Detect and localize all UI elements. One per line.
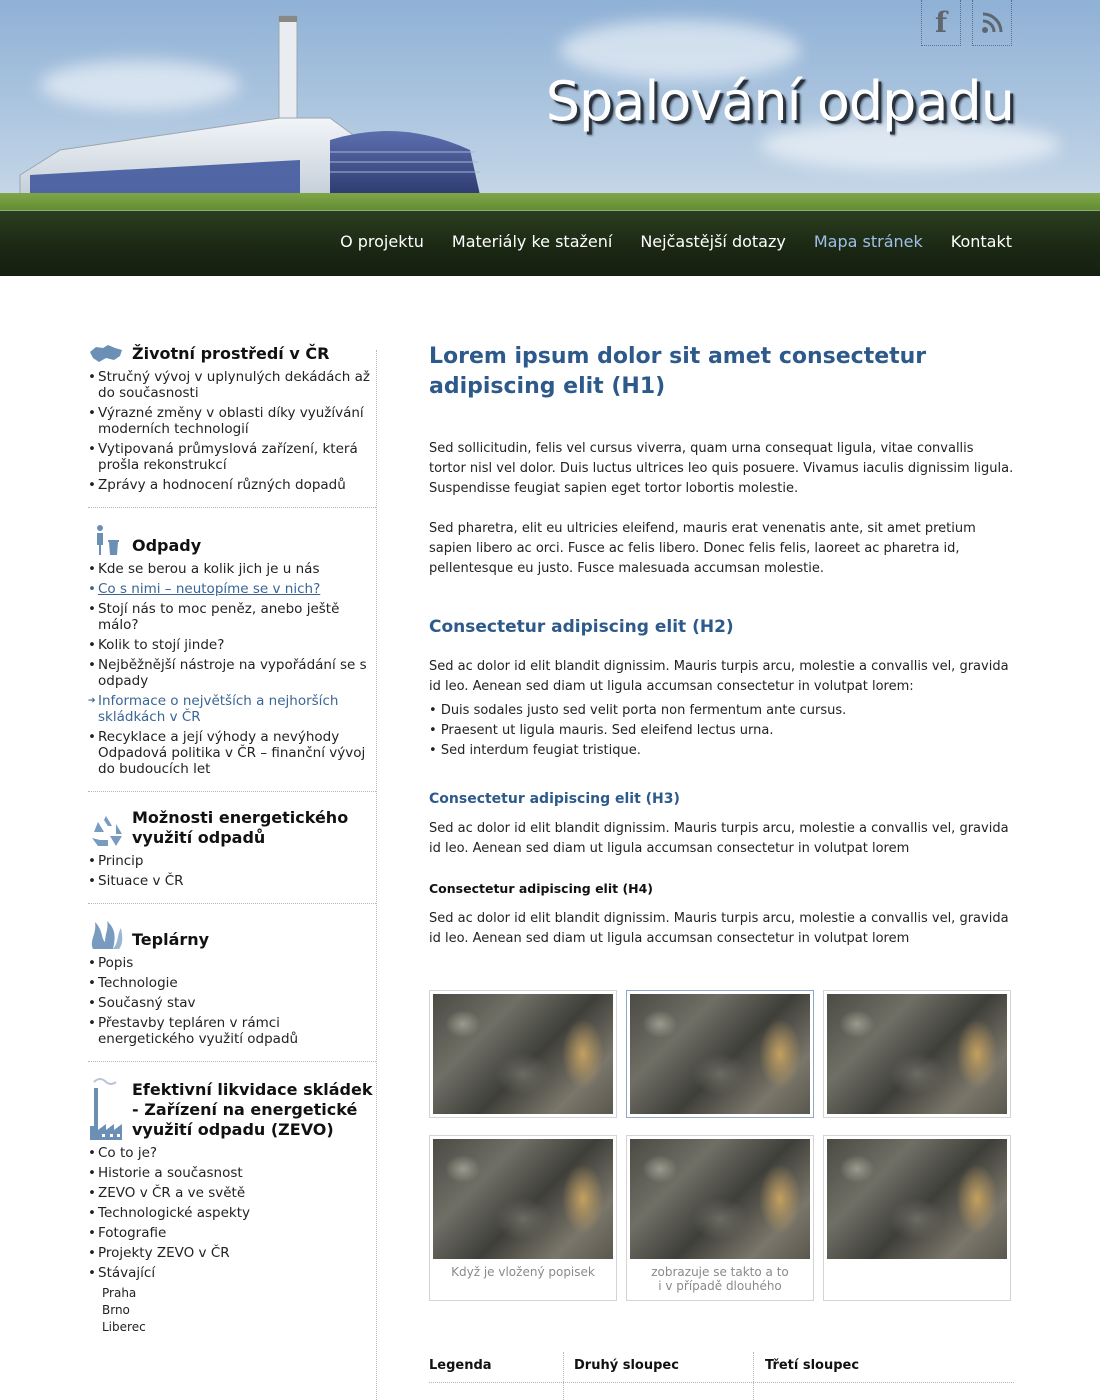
sidebar-list [88,369,376,493]
sidebar-section-title[interactable]: Možnosti energetického využití odpadů [132,808,349,847]
sidebar-section-title[interactable]: Teplárny [132,930,210,949]
sidebar-section-header[interactable] [88,1078,376,1140]
aerial-photo [630,1139,810,1259]
paragraph: Sed sollicitudin, felis vel cursus viverra, quam urna consequat ligula, vitae convallis tortor nisl vel dolor. Duis luctus ultrices leo quis posuere. Vivamus iaculis dignissim ligula. Suspendisse feugiat sapien eget tortor lobortis molestie. [429,441,1014,496]
aerial-photo [827,994,1007,1114]
paragraph: Sed pharetra, elit eu ultricies eleifend, mauris erat venenatis ante, sit amet pretium sapien libero ac orci. Fusce ac felis libero. Donec felis felis, laoreet ac pharetra id, pellentesque eu justo. Fusce malesuada accumsan molestie. [429,521,976,576]
sidebar-link[interactable]: • Fotografie [88,1225,376,1241]
table-rule [429,1382,1014,1383]
sidebar-list [88,1145,376,1335]
list-item: • Duis sodales justo sed velit porta non fermentum ante cursus. [429,701,1014,721]
sidebar-list [88,955,376,1047]
sidebar-link[interactable]: • Stávající [88,1265,376,1281]
aerial-photo [827,1139,1007,1259]
sidebar-link[interactable]: • Stojí nás to moc peněz, anebo ještě málo? [88,601,376,633]
sidebar-section-header[interactable] [88,920,376,950]
recycle-icon [88,814,124,848]
nav-kontakt[interactable]: Kontakt [950,232,1012,251]
paragraph: Sed ac dolor id elit blandit dignissim. Mauris turpis arcu, molestie a convallis vel, gravida id leo. Aenean sed diam ut ligula accumsan consectetur in volutpat lorem [429,821,1009,856]
sidebar-link[interactable]: Brno [102,1303,130,1317]
sidebar-link[interactable]: • Recyklace a její výhody a nevýhody Odpadová politika v ČR – finanční vývoj do budoucích let [88,729,376,777]
sidebar-section [88,524,376,792]
column-divider [753,1352,754,1400]
factory-icon [88,1078,124,1140]
heading-h2: Consectetur adipiscing elit (H2) [429,617,734,637]
sidebar-link[interactable]: • ZEVO v ČR a ve světě [88,1185,376,1201]
heading-h1: Lorem ipsum dolor sit amet consectetur adipiscing elit (H1) [429,344,927,399]
table-header-druhy: Druhý sloupec [574,1358,679,1373]
gallery-caption: zobrazuje se takto a to i v případě dlouhého [651,1265,789,1293]
paragraph: Sed ac dolor id elit blandit dignissim. Mauris turpis arcu, molestie a convallis vel, gravida id leo. Aenean sed diam ut ligula accumsan consectetur in volutpat lorem: [429,659,1009,694]
gallery-thumb[interactable] [823,990,1011,1118]
sidebar-link[interactable]: • Kolik to stojí jinde? [88,637,376,653]
nav-materialy[interactable]: Materiály ke stažení [451,232,613,251]
gallery-thumb[interactable] [823,1135,1011,1301]
sidebar-divider [376,350,377,1400]
nav-dotazy[interactable]: Nejčastější dotazy [640,232,786,251]
sidebar-link[interactable]: • Projekty ZEVO v ČR [88,1245,376,1261]
flame-icon [88,920,124,950]
sidebar [88,344,376,1362]
sidebar-link[interactable]: • Popis [88,955,376,971]
main-nav [340,232,1012,251]
sidebar-section-header[interactable] [88,808,376,848]
sidebar-link[interactable]: • Technologie [88,975,376,991]
sidebar-list [88,853,376,889]
gallery-thumb-selected[interactable] [626,990,814,1118]
sidebar-link[interactable]: • Výrazné změny v oblasti díky využívání moderních technologií [88,405,376,437]
list-item: • Sed interdum feugiat tristique. [429,741,1014,761]
heading-h3: Consectetur adipiscing elit (H3) [429,791,680,807]
sidebar-link[interactable]: Praha [102,1286,137,1300]
sidebar-section [88,344,376,508]
heading-h4: Consectetur adipiscing elit (H4) [429,881,654,896]
site-title: Spalování odpadu [545,70,1014,133]
sidebar-section-title[interactable]: Efektivní likvidace skládek - Zařízení na energetické využití odpadu (ZEVO) [132,1080,373,1139]
bullet-list [429,701,1014,761]
rss-glyph [981,12,1003,34]
facebook-icon[interactable]: f [921,0,961,46]
sidebar-link[interactable]: • Přestavby tepláren v rámci energetického využití odpadů [88,1015,376,1047]
nav-o-projektu[interactable]: O projektu [340,232,424,251]
main-content [429,342,1014,969]
aerial-photo [433,994,613,1114]
sidebar-link[interactable]: • Situace v ČR [88,873,376,889]
sidebar-link[interactable]: • Technologické aspekty [88,1205,376,1221]
incinerator-building-illustration [0,0,500,200]
sidebar-link[interactable]: • Vytipovaná průmyslová zařízení, která prošla rekonstrukcí [88,441,376,473]
sidebar-link[interactable]: • Princip [88,853,376,869]
rss-icon[interactable] [972,0,1012,46]
site-header [0,0,1100,276]
nav-mapa-stranek[interactable]: Mapa stránek [813,232,923,251]
gallery-thumb[interactable] [429,990,617,1118]
sidebar-link[interactable]: • Zprávy a hodnocení různých dopadů [88,477,376,493]
sidebar-section [88,1078,376,1346]
sidebar-section-title[interactable]: Odpady [132,536,202,555]
sidebar-section-title[interactable]: Životní prostředí v ČR [132,344,330,363]
czech-map-icon [88,344,124,364]
sidebar-link[interactable]: • Nejběžnější nástroje na vypořádání se s odpady [88,657,376,689]
sidebar-section-header[interactable] [88,524,376,556]
sidebar-link[interactable]: • Co s nimi – neutopíme se v nich? [88,581,376,597]
gallery-caption: Když je vložený popisek [451,1265,595,1279]
sidebar-section-header[interactable] [88,344,376,364]
waste-bin-person-icon [88,524,124,556]
sidebar-link[interactable]: • Historie a současnost [88,1165,376,1181]
sidebar-link[interactable]: • Stručný vývoj v uplynulých dekádách až do současnosti [88,369,376,401]
column-divider [563,1352,564,1400]
sidebar-link[interactable]: Liberec [102,1320,146,1334]
sidebar-link[interactable]: • Současný stav [88,995,376,1011]
sidebar-link[interactable]: • Kde se berou a kolik jich je u nás [88,561,376,577]
aerial-photo [433,1139,613,1259]
aerial-photo [630,994,810,1114]
sidebar-list [88,561,376,777]
table-header-legenda: Legenda [429,1358,492,1373]
gallery-thumb[interactable] [429,1135,617,1301]
sidebar-section [88,920,376,1062]
gallery-thumb[interactable] [626,1135,814,1301]
sidebar-link[interactable]: • Co to je? [88,1145,376,1161]
table-header-treti: Třetí sloupec [765,1358,860,1373]
sidebar-link[interactable]: ➔ Informace o největších a nejhorších skládkách v ČR [88,693,376,725]
sidebar-section [88,808,376,904]
paragraph: Sed ac dolor id elit blandit dignissim. Mauris turpis arcu, molestie a convallis vel, gravida id leo. Aenean sed diam ut ligula accumsan consectetur in volutpat lorem [429,911,1009,946]
gallery-caption [827,1259,1007,1297]
list-item: • Praesent ut ligula mauris. Sed eleifend lectus urna. [429,721,1014,741]
